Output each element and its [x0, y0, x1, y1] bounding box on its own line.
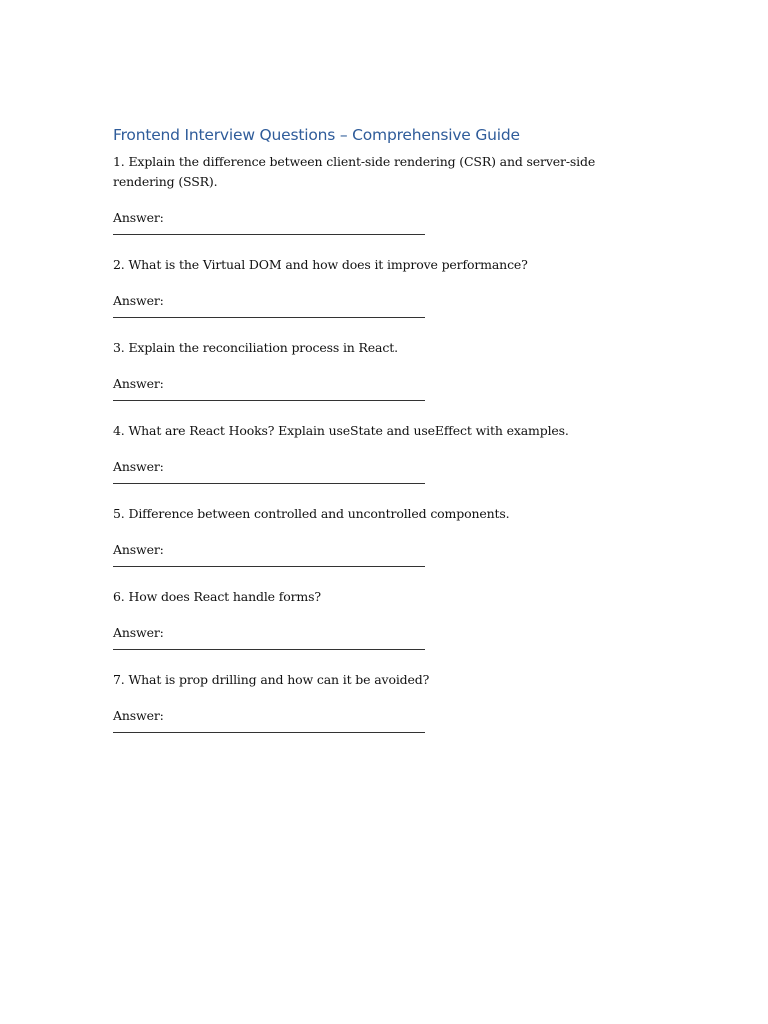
answer-label: Answer: — [113, 625, 164, 640]
answer-line — [113, 317, 425, 318]
question-text: 1. Explain the difference between client-side rendering (CSR) and server-side rendering (SSR). — [113, 154, 596, 189]
answer-label: Answer: — [113, 708, 164, 723]
document-page — [113, 124, 653, 753]
answer-label: Answer: — [113, 376, 164, 391]
answer-line — [113, 649, 425, 650]
answer-line — [113, 566, 425, 567]
question-7 — [113, 670, 653, 733]
answer-label: Answer: — [113, 542, 164, 557]
question-2 — [113, 255, 653, 318]
answer-label: Answer: — [113, 210, 164, 225]
question-3 — [113, 338, 653, 401]
answer-line — [113, 483, 425, 484]
document-title: Frontend Interview Questions – Comprehensive Guide — [113, 126, 520, 144]
question-6 — [113, 587, 653, 650]
question-text: 4. What are React Hooks? Explain useState and useEffect with examples. — [113, 423, 569, 438]
question-text: 7. What is prop drilling and how can it be avoided? — [113, 672, 430, 687]
answer-line — [113, 400, 425, 401]
question-4 — [113, 421, 653, 484]
answer-line — [113, 732, 425, 733]
answer-label: Answer: — [113, 293, 164, 308]
question-1 — [113, 152, 653, 235]
question-text: 2. What is the Virtual DOM and how does it improve performance? — [113, 257, 528, 272]
answer-line — [113, 234, 425, 235]
question-text: 3. Explain the reconciliation process in React. — [113, 340, 398, 355]
question-text: 5. Difference between controlled and uncontrolled components. — [113, 506, 510, 521]
question-5 — [113, 504, 653, 567]
answer-label: Answer: — [113, 459, 164, 474]
question-text: 6. How does React handle forms? — [113, 589, 321, 604]
